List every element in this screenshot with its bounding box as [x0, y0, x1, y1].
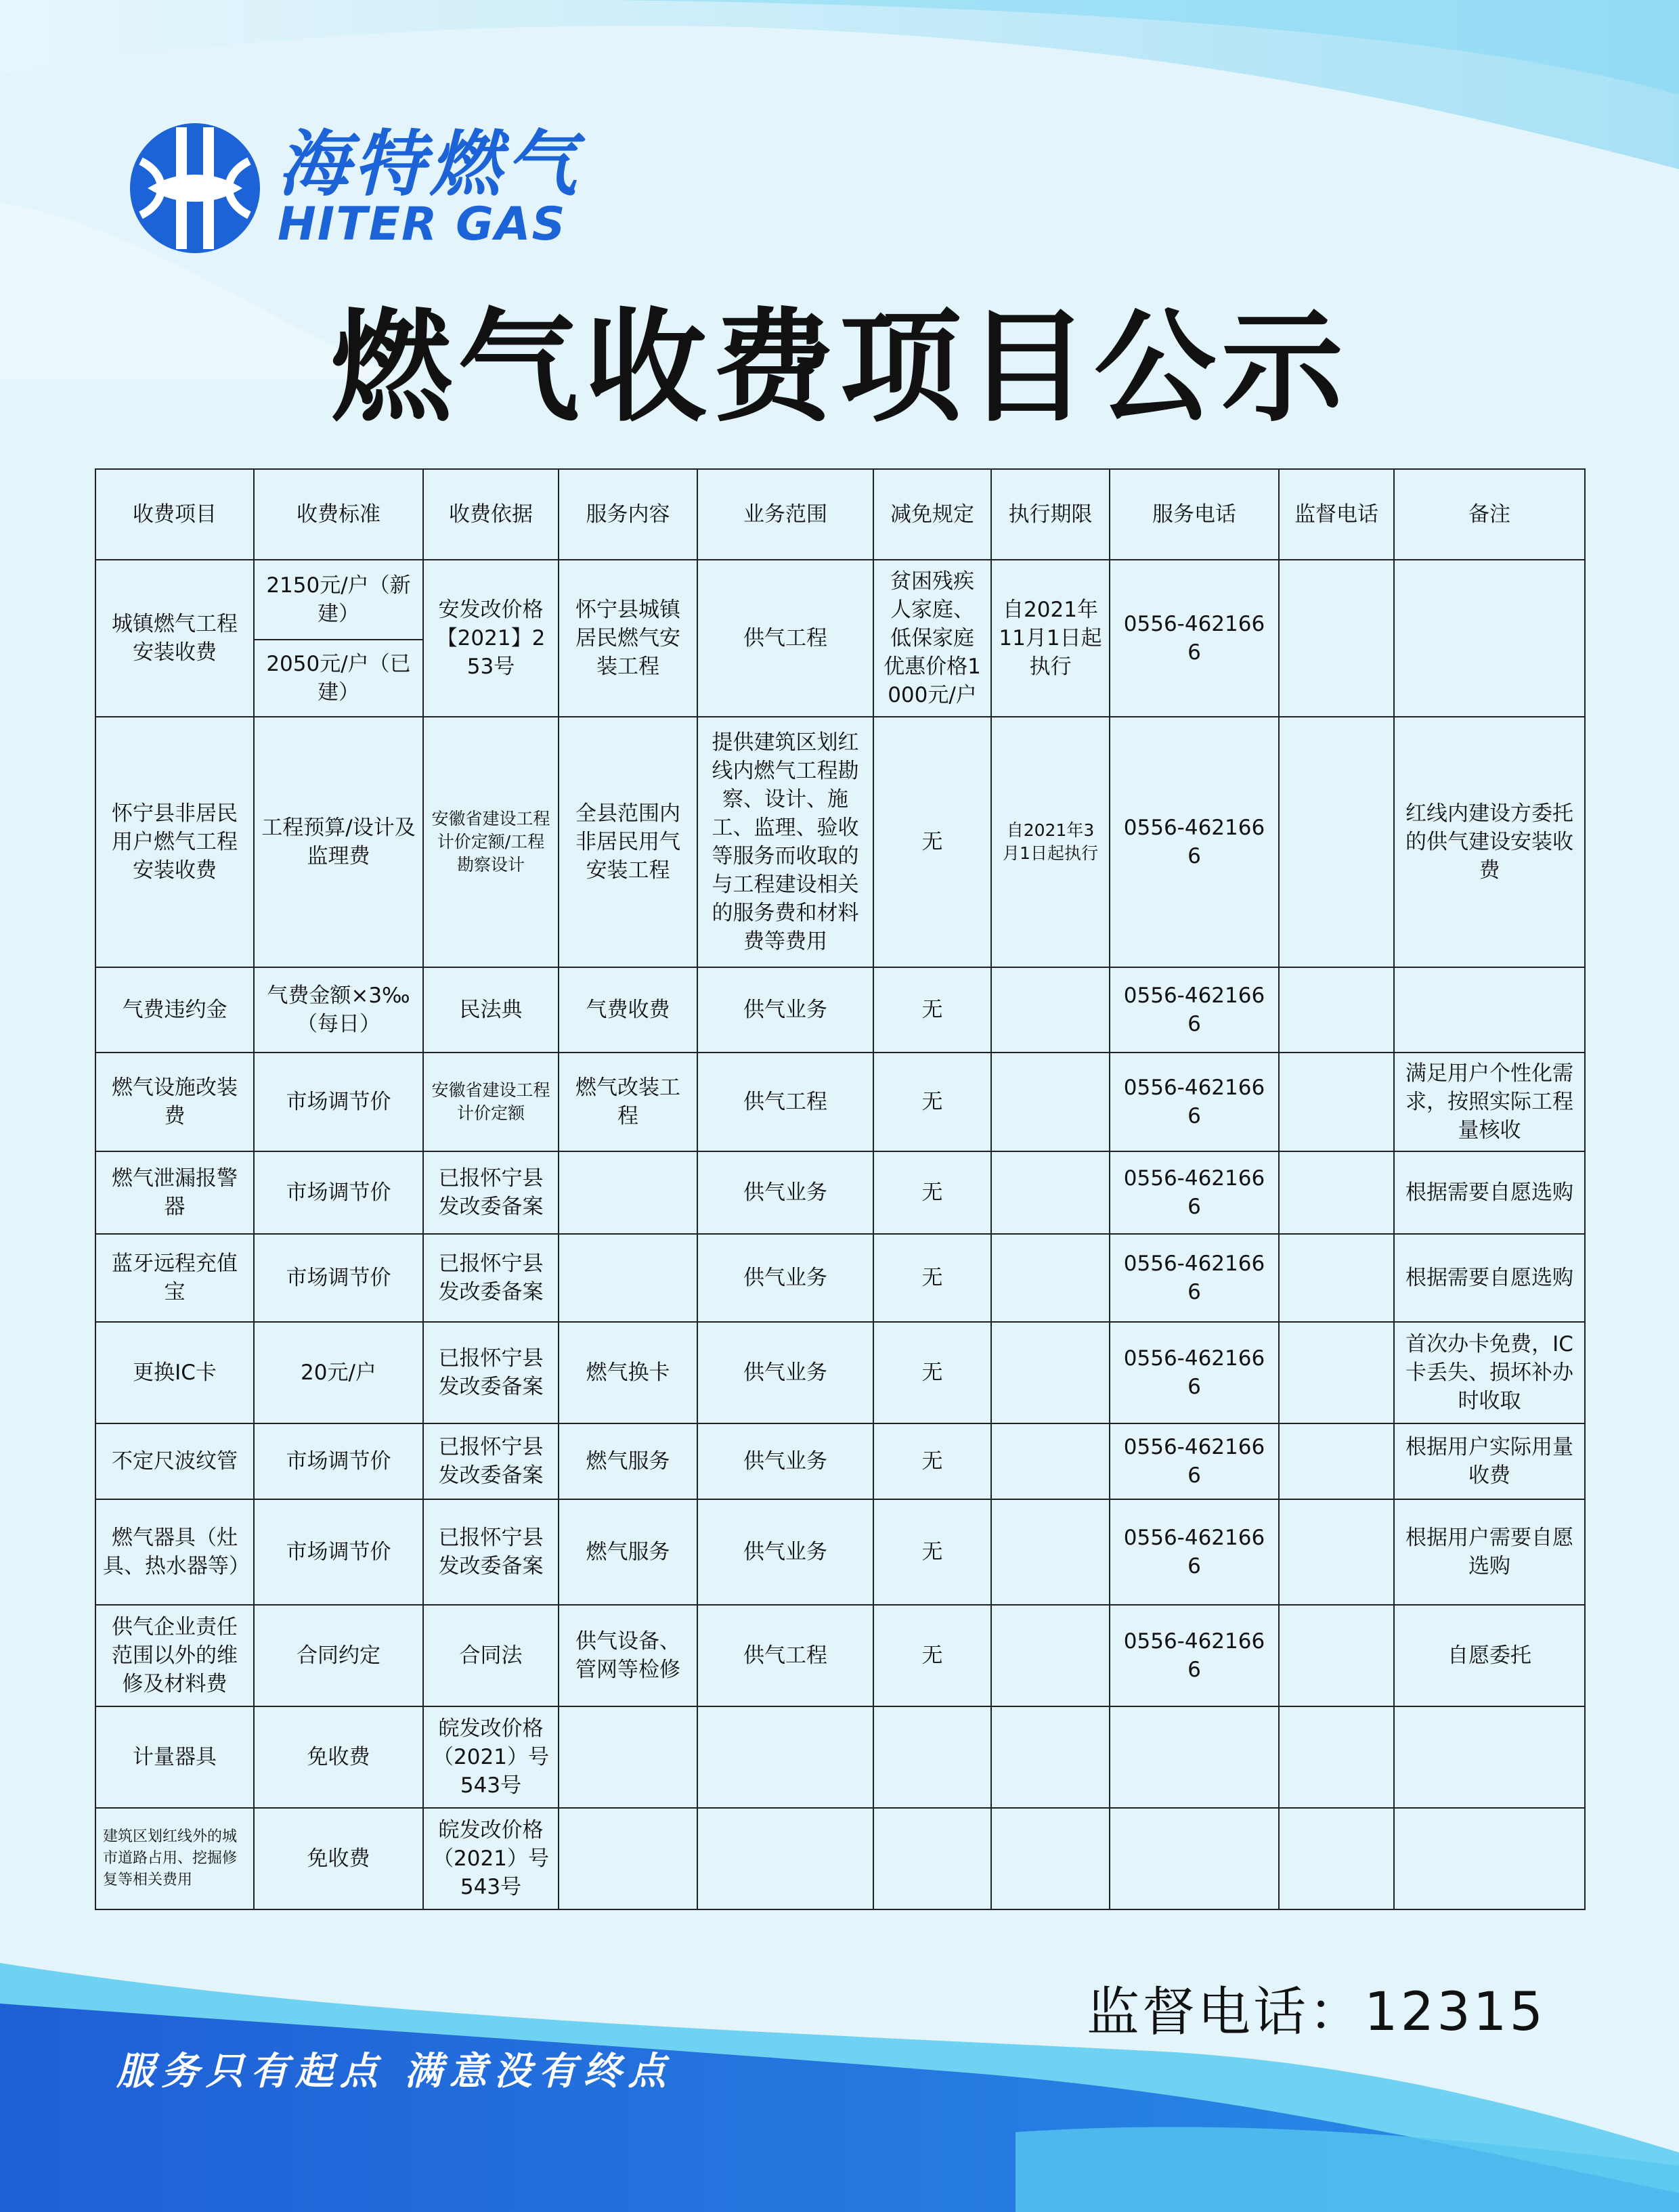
cell-relief: 贫困残疾人家庭、低保家庭优惠价格1000元/户: [873, 560, 991, 717]
cell-relief: [873, 1706, 991, 1808]
cell-standard: 市场调节价: [254, 1151, 423, 1234]
table-row: [95, 967, 1585, 1053]
cell-phone: 0556-4621666: [1110, 717, 1279, 967]
cell-content: 燃气换卡: [559, 1322, 697, 1423]
cell-supervision: [1279, 1151, 1394, 1234]
cell-basis: 安徽省建设工程计价定额: [423, 1053, 559, 1151]
cell-relief: 无: [873, 967, 991, 1053]
cell-item: 建筑区划红线外的城市道路占用、挖掘修复等相关费用: [95, 1808, 254, 1909]
cell-content: [559, 1706, 697, 1808]
cell-standard: 市场调节价: [254, 1053, 423, 1151]
cell-relief: 无: [873, 1151, 991, 1234]
cell-standard: 市场调节价: [254, 1499, 423, 1605]
cell-note: 根据需要自愿选购: [1394, 1151, 1585, 1234]
cell-supervision: [1279, 1423, 1394, 1499]
table-row: [95, 1499, 1585, 1605]
cell-supervision: [1279, 1053, 1394, 1151]
cell-scope: 提供建筑区划红线内燃气工程勘察、设计、施工、监理、验收等服务而收取的与工程建设相关的服务费和材料费等费用: [697, 717, 873, 967]
table-row: [95, 1808, 1585, 1909]
cell-relief: [873, 1808, 991, 1909]
table-row: [95, 1053, 1585, 1151]
cell-note: 满足用户个性化需求，按照实际工程量核收: [1394, 1053, 1585, 1151]
cell-basis: 已报怀宁县发改委备案: [423, 1499, 559, 1605]
header-cell: 收费项目: [95, 469, 254, 560]
brand-name-en: HITER GAS: [278, 198, 567, 251]
cell-phone: 0556-4621666: [1110, 1423, 1279, 1499]
cell-item: 不定尺波纹管: [95, 1423, 254, 1499]
cell-period: [991, 1322, 1110, 1423]
table-row: [95, 560, 1585, 640]
cell-standard: 合同约定: [254, 1605, 423, 1706]
cell-phone: 0556-4621666: [1110, 967, 1279, 1053]
cell-relief: 无: [873, 1234, 991, 1322]
cell-relief: 无: [873, 1499, 991, 1605]
cell-supervision: [1279, 1706, 1394, 1808]
cell-item: 更换IC卡: [95, 1322, 254, 1423]
cell-supervision: [1279, 1499, 1394, 1605]
cell-item: 气费违约金: [95, 967, 254, 1053]
cell-content: [559, 1151, 697, 1234]
cell-period: 自2021年3月1日起执行: [991, 717, 1110, 967]
cell-period: [991, 1808, 1110, 1909]
cell-scope: 供气工程: [697, 1605, 873, 1706]
cell-note: 根据用户需要自愿选购: [1394, 1499, 1585, 1605]
cell-note: 红线内建设方委托的供气建设安装收费: [1394, 717, 1585, 967]
cell-scope: 供气业务: [697, 1499, 873, 1605]
header-cell: 服务内容: [559, 469, 697, 560]
cell-phone: 0556-4621666: [1110, 1053, 1279, 1151]
cell-scope: 供气业务: [697, 1151, 873, 1234]
cell-phone: 0556-4621666: [1110, 1234, 1279, 1322]
cell-content: 燃气改装工程: [559, 1053, 697, 1151]
cell-supervision: [1279, 1605, 1394, 1706]
cell-supervision: [1279, 967, 1394, 1053]
header-cell: 备注: [1394, 469, 1585, 560]
cell-scope: 供气业务: [697, 1234, 873, 1322]
table-row: [95, 1151, 1585, 1234]
cell-basis: 民法典: [423, 967, 559, 1053]
cell-period: [991, 1706, 1110, 1808]
header-cell: 服务电话: [1110, 469, 1279, 560]
cell-phone: [1110, 1706, 1279, 1808]
cell-content: 怀宁县城镇居民燃气安装工程: [559, 560, 697, 717]
cell-relief: 无: [873, 1423, 991, 1499]
header-cell: 减免规定: [873, 469, 991, 560]
cell-item: 燃气器具（灶具、热水器等）: [95, 1499, 254, 1605]
cell-basis: 已报怀宁县发改委备案: [423, 1234, 559, 1322]
cell-relief: 无: [873, 717, 991, 967]
table-row: [95, 1605, 1585, 1706]
cell-phone: [1110, 1808, 1279, 1909]
table-row: [95, 1234, 1585, 1322]
cell-phone: 0556-4621666: [1110, 1605, 1279, 1706]
cell-note: 首次办卡免费，IC卡丢失、损坏补办时收取: [1394, 1322, 1585, 1423]
cell-scope: [697, 1808, 873, 1909]
cell-note: [1394, 967, 1585, 1053]
table-row: [95, 1706, 1585, 1808]
header-cell: 收费标准: [254, 469, 423, 560]
cell-supervision: [1279, 1234, 1394, 1322]
cell-note: [1394, 1706, 1585, 1808]
cell-relief: 无: [873, 1322, 991, 1423]
cell-note: 自愿委托: [1394, 1605, 1585, 1706]
cell-period: [991, 1423, 1110, 1499]
cell-note: 根据用户实际用量收费: [1394, 1423, 1585, 1499]
header-cell: 收费依据: [423, 469, 559, 560]
cell-standard: 免收费: [254, 1808, 423, 1909]
cell-phone: 0556-4621666: [1110, 1151, 1279, 1234]
cell-item: 蓝牙远程充值宝: [95, 1234, 254, 1322]
cell-period: 自2021年11月1日起执行: [991, 560, 1110, 717]
cell-period: [991, 1151, 1110, 1234]
cell-standard: 20元/户: [254, 1322, 423, 1423]
cell-basis: 安发改价格【2021】253号: [423, 560, 559, 717]
cell-period: [991, 1605, 1110, 1706]
cell-basis: 安徽省建设工程计价定额/工程勘察设计: [423, 717, 559, 967]
cell-supervision: [1279, 717, 1394, 967]
cell-supervision: [1279, 1808, 1394, 1909]
cell-scope: 供气工程: [697, 560, 873, 717]
cell-basis: 已报怀宁县发改委备案: [423, 1322, 559, 1423]
cell-basis: 皖发改价格（2021）号543号: [423, 1706, 559, 1808]
cell-standard: 2150元/户（新建）: [254, 560, 423, 640]
cell-basis: 已报怀宁县发改委备案: [423, 1151, 559, 1234]
header-cell: 监督电话: [1279, 469, 1394, 560]
cell-standard: 市场调节价: [254, 1423, 423, 1499]
slogan: 服务只有起点 满意没有终点: [116, 2050, 673, 2094]
fee-table: [95, 468, 1586, 1910]
cell-content: 燃气服务: [559, 1423, 697, 1499]
cell-supervision: [1279, 1322, 1394, 1423]
cell-period: [991, 967, 1110, 1053]
cell-standard: 免收费: [254, 1706, 423, 1808]
cell-standard: 工程预算/设计及监理费: [254, 717, 423, 967]
cell-phone: 0556-4621666: [1110, 560, 1279, 717]
cell-scope: [697, 1706, 873, 1808]
cell-scope: 供气业务: [697, 1423, 873, 1499]
cell-supervision: [1279, 560, 1394, 717]
cell-standard: 2050元/户（已建）: [254, 640, 423, 717]
cell-basis: 合同法: [423, 1605, 559, 1706]
fee-table-wrapper: [95, 468, 1584, 1910]
cell-content: 全县范围内非居民用气安装工程: [559, 717, 697, 967]
cell-scope: 供气业务: [697, 1322, 873, 1423]
cell-content: 供气设备、管网等检修: [559, 1605, 697, 1706]
cell-item: 燃气设施改装费: [95, 1053, 254, 1151]
page-title: 燃气收费项目公示: [330, 297, 1349, 439]
cell-content: 燃气服务: [559, 1499, 697, 1605]
cell-scope: 供气业务: [697, 967, 873, 1053]
cell-note: 根据需要自愿选购: [1394, 1234, 1585, 1322]
cell-note: [1394, 1808, 1585, 1909]
cell-phone: 0556-4621666: [1110, 1322, 1279, 1423]
cell-item: 怀宁县非居民用户燃气工程安装收费: [95, 717, 254, 967]
cell-relief: 无: [873, 1605, 991, 1706]
table-header-row: [95, 469, 1585, 560]
cell-scope: 供气工程: [697, 1053, 873, 1151]
cell-phone: 0556-4621666: [1110, 1499, 1279, 1605]
cell-basis: 皖发改价格（2021）号543号: [423, 1808, 559, 1909]
cell-relief: 无: [873, 1053, 991, 1151]
brand-name-cn: 海特燃气: [278, 123, 581, 206]
header-cell: 执行期限: [991, 469, 1110, 560]
cell-item: 计量器具: [95, 1706, 254, 1808]
cell-item: 城镇燃气工程安装收费: [95, 560, 254, 717]
cell-content: 气费收费: [559, 967, 697, 1053]
cell-basis: 已报怀宁县发改委备案: [423, 1423, 559, 1499]
hiter-gas-logo: [127, 120, 263, 256]
table-row: [95, 717, 1585, 967]
supervision-hotline: 监督电话：12315: [1087, 1982, 1546, 2043]
cell-period: [991, 1499, 1110, 1605]
cell-standard: 市场调节价: [254, 1234, 423, 1322]
cell-standard: 气费金额×3‰（每日）: [254, 967, 423, 1053]
header-cell: 业务范围: [697, 469, 873, 560]
cell-item: 燃气泄漏报警器: [95, 1151, 254, 1234]
cell-period: [991, 1234, 1110, 1322]
cell-item: 供气企业责任范围以外的维修及材料费: [95, 1605, 254, 1706]
cell-period: [991, 1053, 1110, 1151]
table-row: [95, 1423, 1585, 1499]
cell-content: [559, 1808, 697, 1909]
cell-content: [559, 1234, 697, 1322]
cell-note: [1394, 560, 1585, 717]
table-row: [95, 1322, 1585, 1423]
